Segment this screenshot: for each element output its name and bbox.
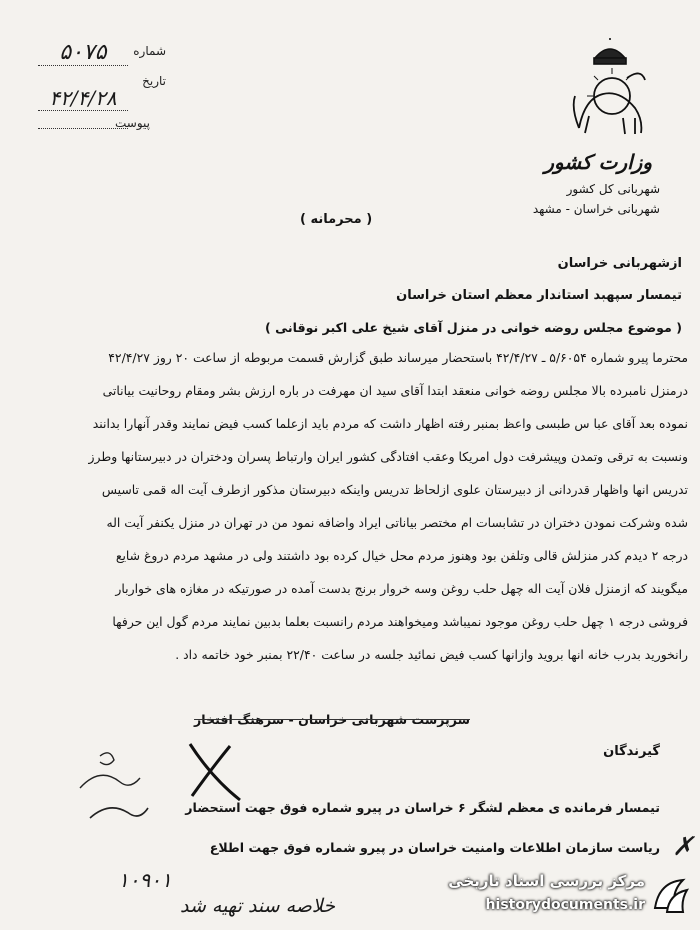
- from-line: ازشهربانی خراسان: [557, 256, 682, 271]
- watermark: [435, 870, 695, 922]
- footer-note: خلاصه سند تهیه شد: [180, 895, 336, 917]
- body-line: رانخورید بدرب خانه انها بروید وازانها کسب فیض نمائید جلسه در ساعت ۲۲/۴۰ بمنبر خود خاتمه داد .: [175, 647, 688, 662]
- body-line: میگویند که ازمنزل فلان آیت اله چهل حلب روغن وسه خروار برنج بدست آمده در صورتیکه در مغازه های خواربار: [115, 581, 688, 596]
- office-name-1: شهربانی کل کشور: [566, 182, 660, 196]
- number-label: شماره: [133, 44, 166, 58]
- recipient-item: ریاست سازمان اطلاعات وامنیت خراسان در پیرو شماره فوق جهت اطلاع: [209, 840, 660, 855]
- to-line: تیمسار سپهبد استاندار معظم استان خراسان: [396, 288, 682, 303]
- recipient-item: تیمسار فرمانده ی معظم لشگر ۶ خراسان در پیرو شماره فوق جهت استحضار: [185, 800, 660, 815]
- body-line: درمنزل نامبرده بالا مجلس روضه خوانی منعقد ابتدا آقای سید ان مهرفت در باره ارزش بشر ومقام روحانیت بیاناتی: [102, 383, 688, 398]
- lion-icon: [574, 73, 645, 134]
- handwritten-initials: [70, 748, 160, 828]
- handwritten-cross-mark: [182, 738, 252, 808]
- signature-line: سرپرست شهربانی خراسان - سرهنگ افتخار: [194, 712, 470, 727]
- recipient-x-mark: ✗: [672, 832, 694, 862]
- document-meta: [30, 38, 180, 138]
- watermark-url: historydocuments.ir: [485, 897, 645, 913]
- crown-icon: [594, 38, 626, 64]
- lion-and-sun-emblem: [565, 38, 655, 143]
- subject-line: ( موضوع مجلس روضه خوانی در منزل آقای شیخ علی اکبر نوقانی ): [265, 320, 682, 335]
- date-label: تاریخ: [142, 74, 166, 88]
- archive-logo-icon: [649, 874, 693, 918]
- office-name-2: شهربانی خراسان - مشهد: [532, 202, 660, 216]
- body-line: شده وشرکت نمودن دختران در تشابسات ام مختصر بیاناتی ایراد واضافه نمود من در تهران در منزل یکنفر آیت اله: [106, 515, 688, 530]
- body-line: درجه ۲ دیدم کدر منزلش قالی وتلفن بود وهنوز مردم محل خیال کرده بود داشتند ولی در مشهد مردم دروغ شایع: [115, 548, 688, 563]
- body-line: محترما پیرو شماره ۵/۶۰۵۴ ـ ۴۲/۴/۲۷ باستحضار میرساند طبق گزارش قسمت مربوطه از ساعت ۲۰ روز ۴۲/۴/۲۷: [108, 350, 688, 365]
- footer-number: ۱۰۹۰۱: [118, 868, 172, 892]
- number-value: ۵۰۷۵: [38, 40, 128, 66]
- recipients-title: گیرندگان: [603, 744, 660, 759]
- body-line: تدریس انها واظهار قدردانی از دبیرستان علوی ازلحاظ تدریس واینکه دبیرستان مذکور ازطرف آیت اله قمی تاسیس: [101, 482, 688, 497]
- date-value: ۴۲/۴/۲۸: [38, 86, 128, 111]
- ministry-title: وزارت کشور: [544, 150, 652, 174]
- body-line: نموده بعد آقای عبا س طبسی واعظ بمنبر رفته اظهار داشت که مردم باید ازعلما کسب فیض نمایند وقدر آنهارا بدانند: [92, 416, 688, 431]
- classification-label: ( محرمانه ): [300, 212, 373, 227]
- body-line: ونسبت به ترقی وتمدن وپیشرفت دول امریکا وعقب افتادگی کشور ایران وارتباط پسران ودختران در دبیرستانها وطرز: [88, 449, 688, 464]
- attachment-line: [38, 128, 128, 129]
- watermark-title: مرکز بررسی اسناد تاریخی: [448, 872, 645, 890]
- attachment-label: پیوست: [115, 116, 150, 130]
- body-line: فروشی درجه ۱ چهل حلب روغن موجود نمیباشد ومیخواهند مردم رانسبت بعلما بدبین نمایند مردم گول این حرفها: [112, 614, 688, 629]
